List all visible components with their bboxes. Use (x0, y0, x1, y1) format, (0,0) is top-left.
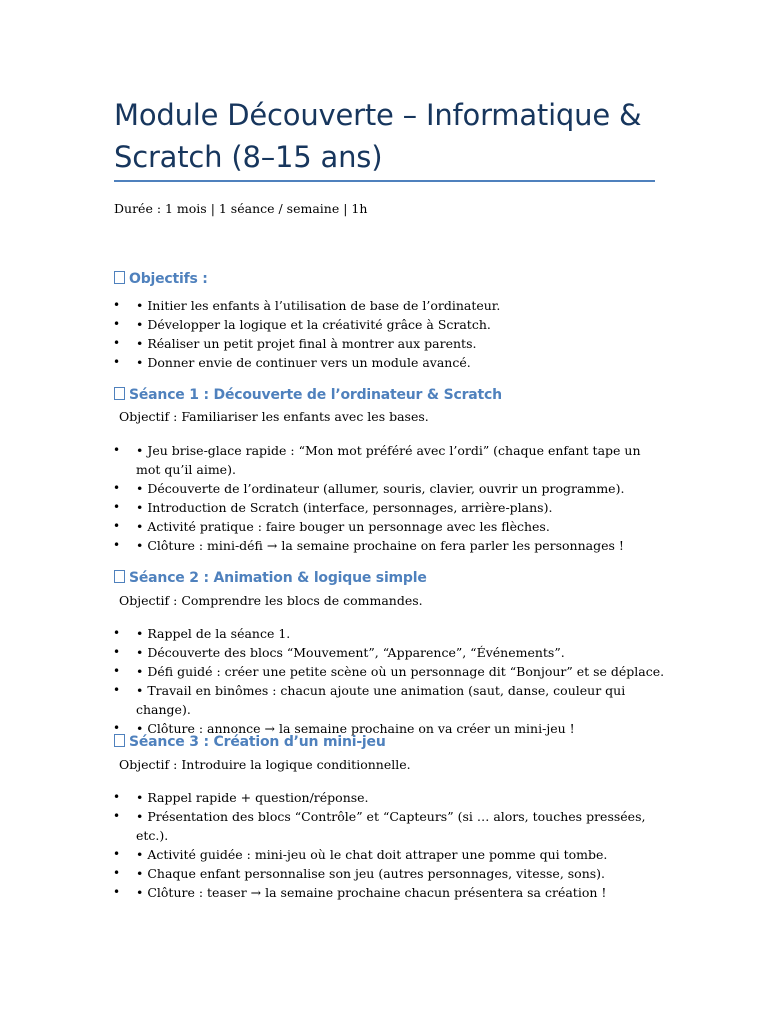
section-objective: Objectif : Familiariser les enfants avec les bases. (119, 409, 429, 424)
section-heading-text: Séance 2 : Animation & logique simple (129, 570, 427, 586)
bullet-icon: • (113, 355, 121, 369)
section-heading (114, 734, 386, 750)
bullet-icon: • (113, 790, 121, 804)
list-item: • • Découverte des blocs “Mouvement”, “Apparence”, “Événements”. (113, 645, 565, 660)
section-heading-text: Séance 3 : Création d’un mini-jeu (129, 734, 386, 750)
list-item: • • Activité pratique : faire bouger un personnage avec les flèches. (113, 519, 550, 534)
title-divider (114, 180, 655, 182)
bullet-icon: • (113, 298, 121, 312)
bullet-list (0, 788, 768, 902)
list-item: • • Introduction de Scratch (interface, personnages, arrière-plans). (113, 500, 553, 515)
list-item: • • Clôture : mini-défi → la semaine prochaine on fera parler les personnages ! (113, 538, 624, 553)
bullet-icon: • (113, 317, 121, 331)
list-item: • • Rappel de la séance 1. (113, 626, 291, 641)
section-heading (114, 387, 502, 403)
bullet-list (0, 624, 768, 738)
bullet-list (0, 441, 768, 555)
list-item: • • Présentation des blocs “Contrôle” et “Capteurs” (si … alors, touches pressées, etc.). (113, 809, 646, 843)
bullet-icon: • (113, 847, 121, 861)
list-item: • • Défi guidé : créer une petite scène où un personnage dit “Bonjour” et se déplace. (113, 664, 665, 679)
missing-glyph-box-icon (114, 734, 125, 747)
bullet-icon: • (113, 683, 121, 697)
document-title: Module Découverte – Informatique & Scratch (8–15 ans) (114, 98, 642, 174)
course-meta: Durée : 1 mois | 1 séance / semaine | 1h (114, 201, 368, 216)
section-objective: Objectif : Comprendre les blocs de commandes. (119, 593, 423, 608)
list-item: • • Clôture : teaser → la semaine prochaine chacun présentera sa création ! (113, 885, 607, 900)
list-item: • • Jeu brise-glace rapide : “Mon mot préféré avec l’ordi” (chaque enfant tape un mot qu’il aime). (113, 443, 641, 477)
bullet-icon: • (113, 721, 121, 735)
bullet-icon: • (113, 481, 121, 495)
bullet-icon: • (113, 885, 121, 899)
bullet-icon: • (113, 538, 121, 552)
list-item: • • Clôture : annonce → la semaine prochaine on va créer un mini-jeu ! (113, 721, 575, 736)
missing-glyph-box-icon (114, 387, 125, 400)
bullet-icon: • (113, 866, 121, 880)
section-heading-text: Séance 1 : Découverte de l’ordinateur & Scratch (129, 387, 502, 403)
list-item: • • Activité guidée : mini-jeu où le chat doit attraper une pomme qui tombe. (113, 847, 608, 862)
bullet-icon: • (113, 645, 121, 659)
list-item: • • Chaque enfant personnalise son jeu (autres personnages, vitesse, sons). (113, 866, 606, 881)
list-item: • • Développer la logique et la créativité grâce à Scratch. (113, 317, 491, 332)
list-item: • • Donner envie de continuer vers un module avancé. (113, 355, 471, 370)
bullet-icon: • (113, 443, 121, 457)
missing-glyph-box-icon (114, 271, 125, 284)
bullet-icon: • (113, 809, 121, 823)
bullet-icon: • (113, 664, 121, 678)
section-heading (114, 570, 427, 586)
list-item: • • Travail en binômes : chacun ajoute une animation (saut, danse, couleur qui change). (113, 683, 626, 717)
missing-glyph-box-icon (114, 570, 125, 583)
bullet-icon: • (113, 500, 121, 514)
bullet-icon: • (113, 626, 121, 640)
section-heading-text: Objectifs : (129, 271, 208, 287)
section-heading (114, 271, 208, 287)
list-item: • • Rappel rapide + question/réponse. (113, 790, 369, 805)
list-item: • • Réaliser un petit projet final à montrer aux parents. (113, 336, 477, 351)
section-objective: Objectif : Introduire la logique conditionnelle. (119, 757, 411, 772)
bullet-icon: • (113, 519, 121, 533)
bullet-list (0, 296, 768, 372)
list-item: • • Initier les enfants à l’utilisation de base de l’ordinateur. (113, 298, 501, 313)
list-item: • • Découverte de l’ordinateur (allumer, souris, clavier, ouvrir un programme). (113, 481, 625, 496)
bullet-icon: • (113, 336, 121, 350)
